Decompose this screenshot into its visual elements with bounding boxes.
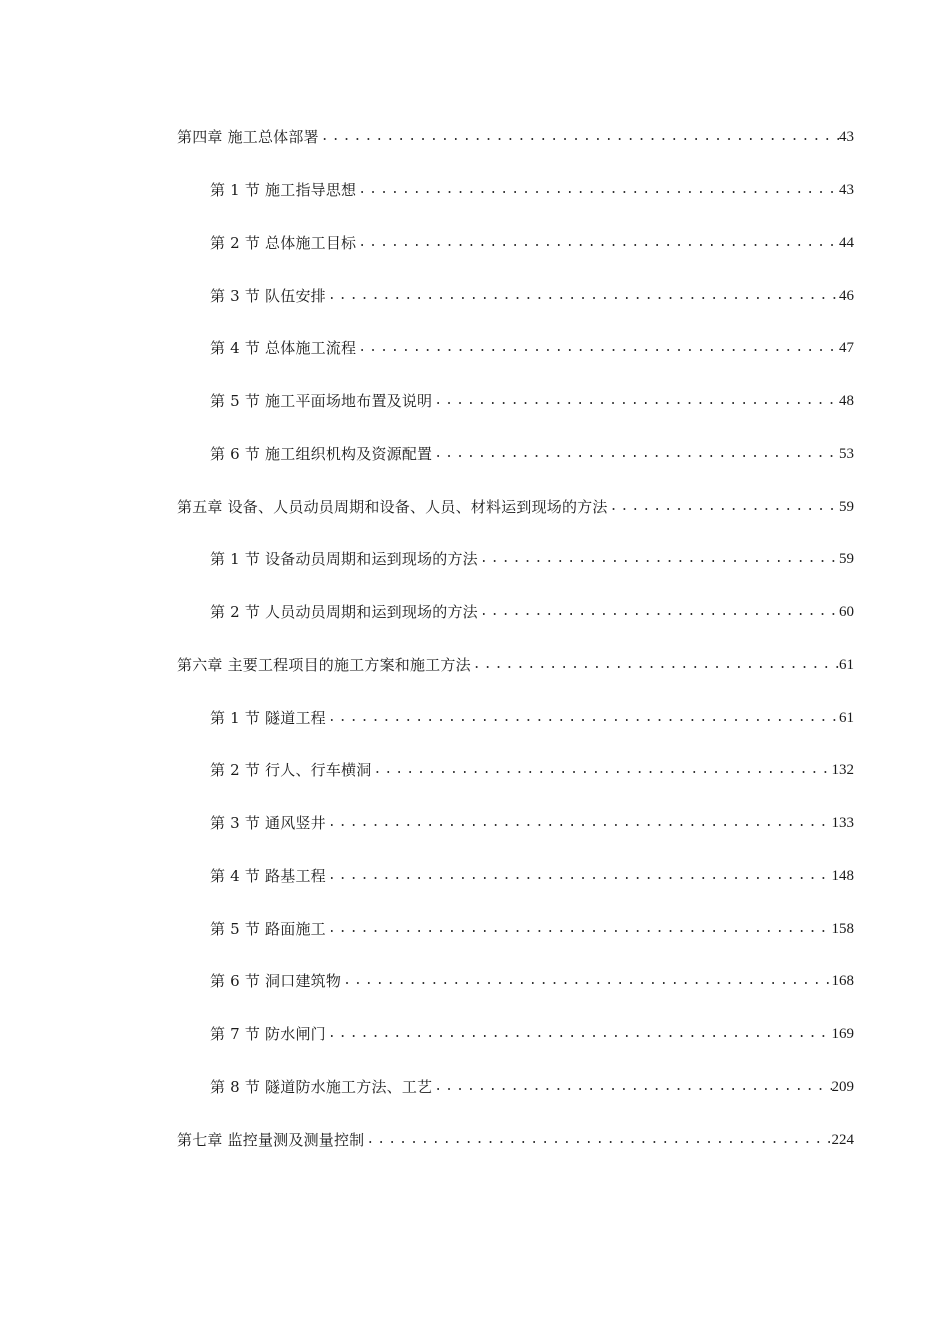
toc-page-number: 43: [839, 129, 854, 145]
toc-dot-leader: [371, 760, 831, 780]
toc-entry-section[interactable]: [210, 598, 854, 622]
toc-entry-section[interactable]: [210, 756, 854, 780]
toc-entry-label: 第 2 节 总体施工目标: [210, 234, 357, 252]
toc-entry-label: 第 5 节 路面施工: [210, 920, 326, 938]
toc-dot-leader: [326, 1024, 832, 1044]
toc-dot-leader: [478, 602, 839, 622]
toc-dot-leader: [356, 233, 839, 253]
toc-page-number: 61: [839, 657, 854, 673]
toc-entry-section[interactable]: [210, 1073, 854, 1097]
toc-entry-section[interactable]: [210, 282, 854, 306]
toc-dot-leader: [478, 549, 839, 569]
toc-entry-label: 第 3 节 队伍安排: [210, 287, 326, 305]
toc-page-number: 46: [839, 288, 854, 304]
toc-entry-label: 第四章 施工总体部署: [177, 128, 319, 146]
toc-page-number: 133: [831, 815, 854, 831]
toc-page-number: 158: [831, 921, 854, 937]
toc-page-number: 59: [839, 499, 854, 515]
toc-entry-section[interactable]: [210, 229, 854, 253]
toc-page-number: 47: [839, 340, 854, 356]
toc-entry-label: 第 8 节 隧道防水施工方法、工艺: [210, 1078, 433, 1096]
toc-page-number: 209: [831, 1079, 854, 1095]
toc-page-number: 224: [831, 1132, 854, 1148]
toc-entry-section[interactable]: [210, 967, 854, 991]
toc-dot-leader: [432, 444, 839, 464]
toc-entry-section[interactable]: [210, 440, 854, 464]
toc-entry-label: 第 6 节 施工组织机构及资源配置: [210, 445, 433, 463]
toc-entry-label: 第六章 主要工程项目的施工方案和施工方法: [177, 656, 471, 674]
toc-entry-section[interactable]: [210, 387, 854, 411]
toc-dot-leader: [356, 180, 839, 200]
toc-page-number: 44: [839, 235, 854, 251]
toc-dot-leader: [326, 866, 832, 886]
toc-page-number: 169: [831, 1026, 854, 1042]
toc-entry-chapter-6[interactable]: [177, 651, 854, 675]
toc-page-number: 61: [839, 710, 854, 726]
toc-entry-label: 第 3 节 通风竖井: [210, 814, 326, 832]
toc-page-number: 60: [839, 604, 854, 620]
toc-dot-leader: [341, 971, 831, 991]
toc-page-number: 43: [839, 182, 854, 198]
toc-dot-leader: [356, 338, 839, 358]
toc-dot-leader: [319, 127, 839, 147]
toc-entry-label: 第 4 节 路基工程: [210, 867, 326, 885]
toc-page-number: 48: [839, 393, 854, 409]
toc-entry-section[interactable]: [210, 704, 854, 728]
toc-entry-label: 第 1 节 隧道工程: [210, 709, 326, 727]
toc-entry-section[interactable]: [210, 176, 854, 200]
toc-dot-leader: [364, 1130, 831, 1150]
toc-dot-leader: [471, 655, 839, 675]
toc-entry-section[interactable]: [210, 1020, 854, 1044]
toc-page-number: 53: [839, 446, 854, 462]
toc-page-number: 168: [831, 973, 854, 989]
toc-entry-label: 第 4 节 总体施工流程: [210, 339, 357, 357]
toc-entry-section[interactable]: [210, 915, 854, 939]
toc-entry-section[interactable]: [210, 862, 854, 886]
toc-entry-chapter-4[interactable]: [177, 123, 854, 147]
toc-dot-leader: [326, 708, 839, 728]
toc-entry-label: 第 7 节 防水闸门: [210, 1025, 326, 1043]
toc-entry-section[interactable]: [210, 334, 854, 358]
toc-page-number: 132: [831, 762, 854, 778]
toc-dot-leader: [432, 391, 839, 411]
toc-entry-label: 第 1 节 设备动员周期和运到现场的方法: [210, 550, 478, 568]
toc-entry-label: 第 1 节 施工指导思想: [210, 181, 357, 199]
toc-entry-chapter-5[interactable]: [177, 493, 854, 517]
toc-dot-leader: [608, 497, 839, 517]
toc-entry-chapter-7[interactable]: [177, 1126, 854, 1150]
toc-entry-label: 第 5 节 施工平面场地布置及说明: [210, 392, 433, 410]
toc-page-number: 148: [831, 868, 854, 884]
toc-page-number: 59: [839, 551, 854, 567]
toc-entry-label: 第 6 节 洞口建筑物: [210, 972, 342, 990]
toc-entry-section[interactable]: [210, 545, 854, 569]
toc-entry-label: 第 2 节 人员动员周期和运到现场的方法: [210, 603, 478, 621]
toc-entry-label: 第七章 监控量测及测量控制: [177, 1131, 365, 1149]
toc-entry-label: 第五章 设备、人员动员周期和设备、人员、材料运到现场的方法: [177, 498, 608, 516]
toc-dot-leader: [326, 919, 832, 939]
toc-entry-section[interactable]: [210, 809, 854, 833]
toc-dot-leader: [326, 813, 832, 833]
toc-entry-label: 第 2 节 行人、行车横洞: [210, 761, 372, 779]
toc-dot-leader: [432, 1077, 831, 1097]
toc-dot-leader: [326, 286, 839, 306]
